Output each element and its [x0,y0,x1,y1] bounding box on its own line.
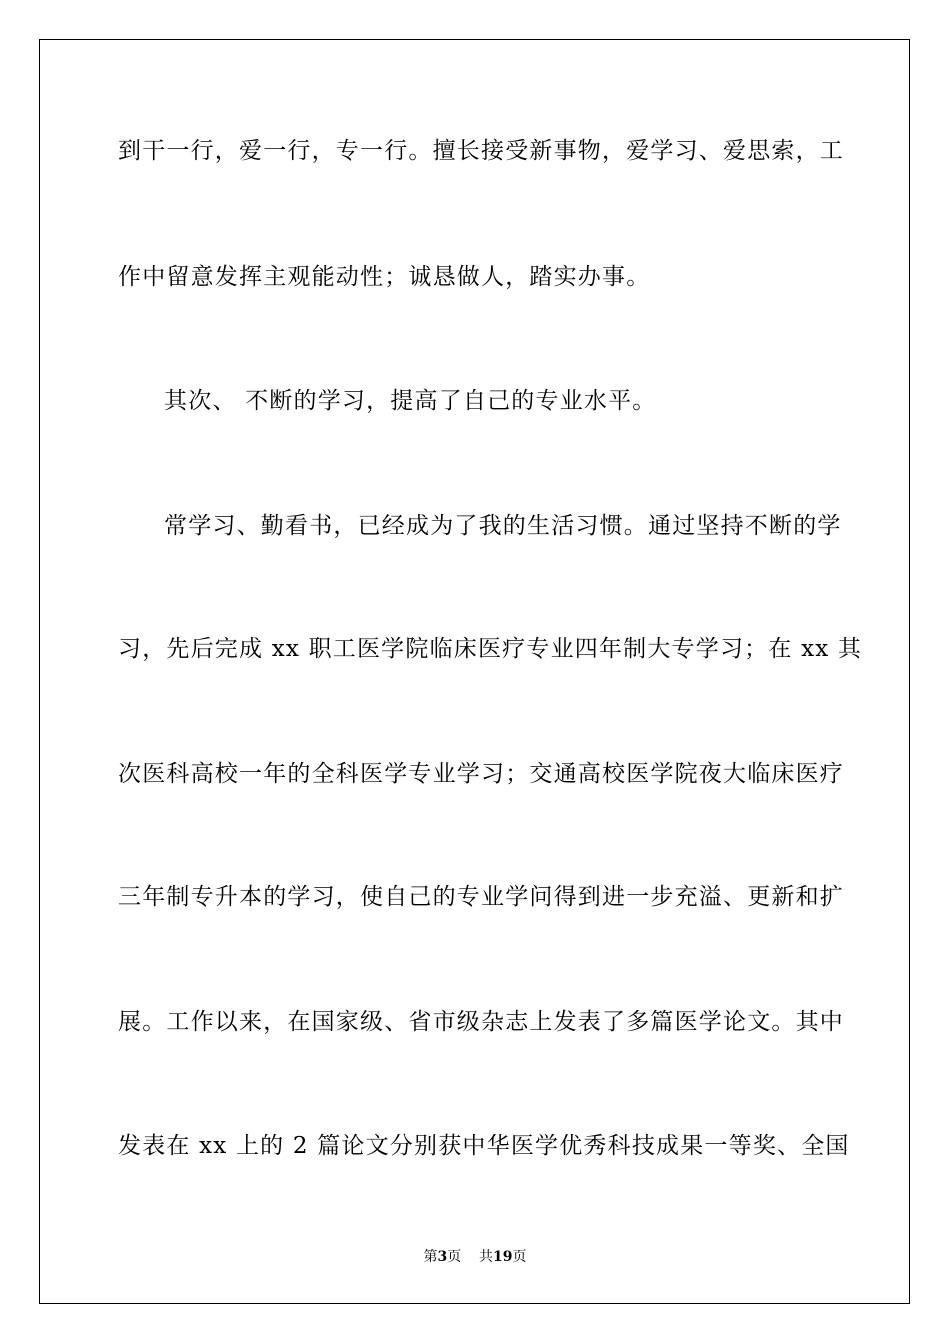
text-line-2: 作中留意发挥主观能动性；诚恳做人，踏实办事。 [118,264,651,290]
footer-page-suffix: 页 [447,1249,462,1265]
text-line-3: 其次、 不断的学习，提高了自己的专业水平。 [164,388,657,414]
footer-total-suffix: 页 [512,1249,527,1265]
text-line-8: 展。工作以来，在国家级、省市级杂志上发表了多篇医学论文。其中 [118,1009,844,1035]
text-line-4: 常学习、勤看书，已经成为了我的生活习惯。通过坚持不断的学 [164,513,842,539]
footer-total-pages: 19 [493,1249,513,1265]
footer-total-prefix: 共 [479,1249,494,1265]
text-line-7: 三年制专升本的学习，使自己的专业学问得到进一步充溢、更新和扩 [118,884,844,910]
footer-prefix: 第 [423,1249,438,1265]
text-line-6: 次医科高校一年的全科医学专业学习；交通高校医学院夜大临床医疗 [118,761,844,787]
text-line-5: 习，先后完成 xx 职工医学院临床医疗专业四年制大专学习；在 xx 其 [118,636,863,662]
page-footer [0,1248,950,1266]
text-line-1: 到干一行，爱一行，专一行。擅长接受新事物，爱学习、爱思索，工 [118,138,844,164]
page-frame [39,39,910,1304]
footer-page-number: 3 [437,1249,448,1265]
text-line-9: 发表在 xx 上的 2 篇论文分别获中华医学优秀科技成果一等奖、全国 [118,1133,850,1159]
